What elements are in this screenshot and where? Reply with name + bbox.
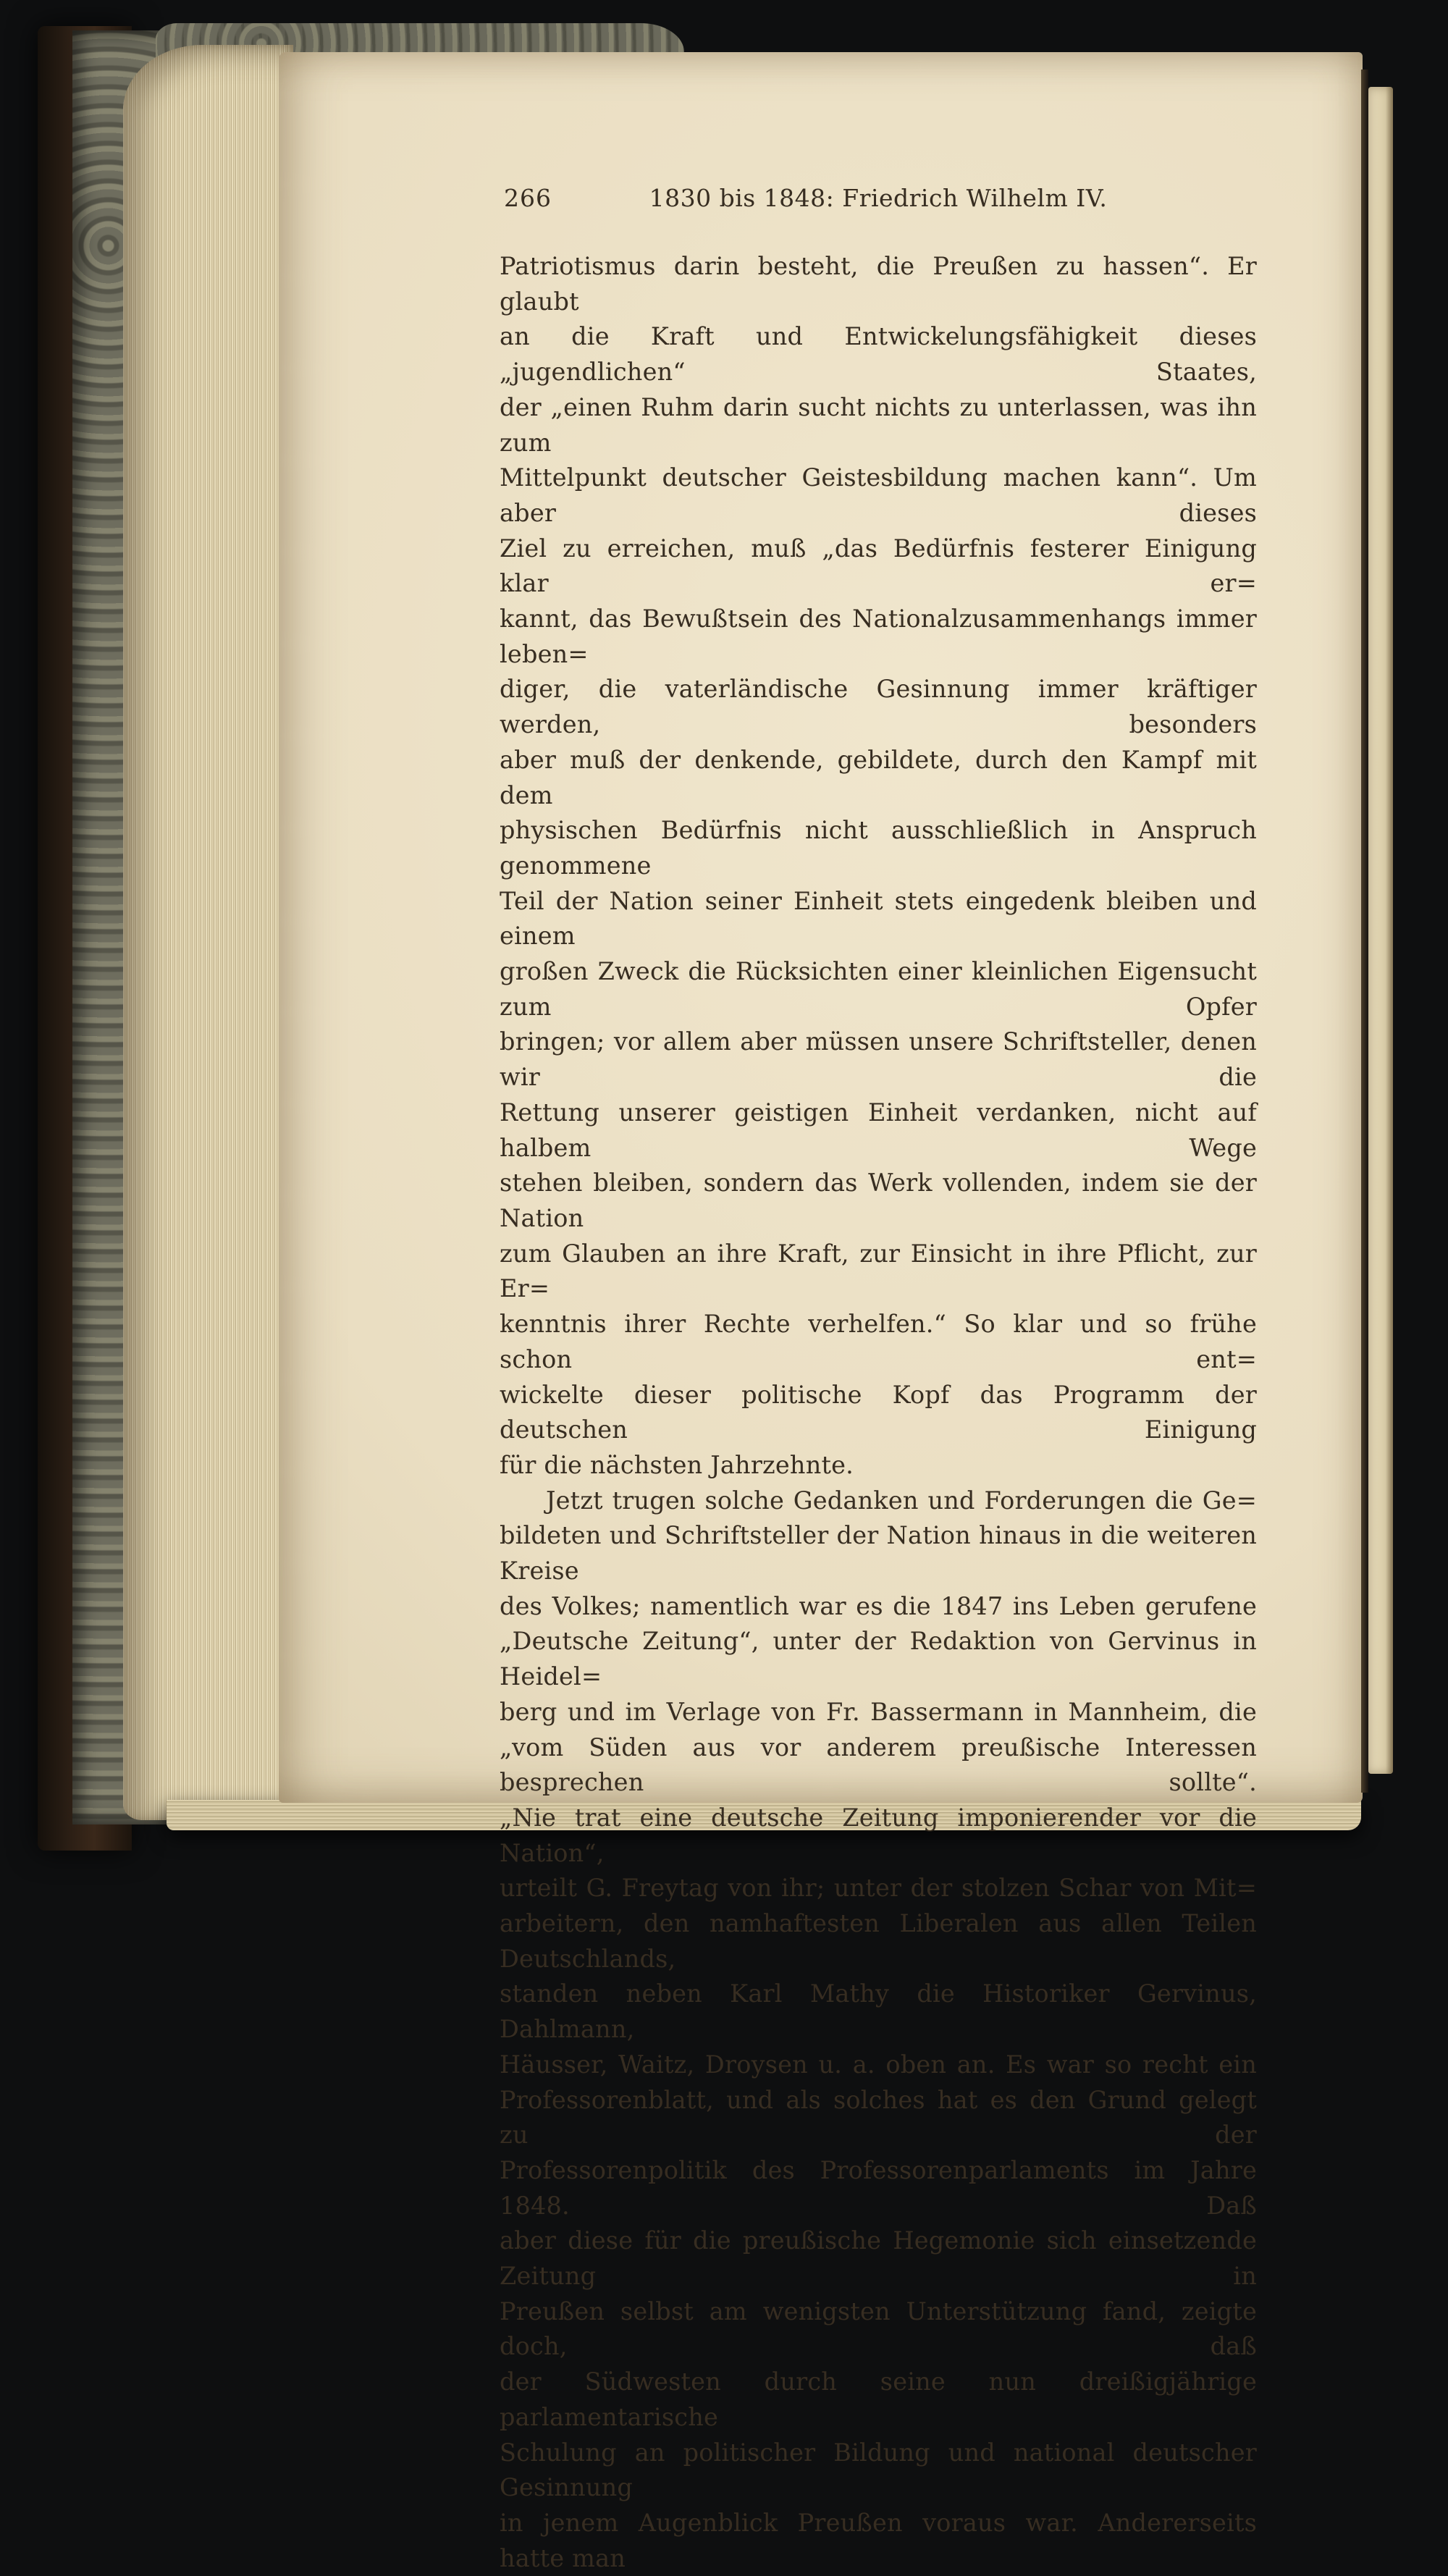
text-line: zum Glauben an ihre Kraft, zur Einsicht in ihre Pflicht, zur Er= [500, 1239, 1257, 1303]
text-line: bildeten und Schriftsteller der Nation hinaus in die weiteren Kreise [500, 1521, 1257, 1586]
text-line: in jenem Augenblick Preußen voraus war. Andererseits hatte man [500, 2509, 1257, 2572]
text-line: Preußen selbst am wenigsten Unterstützung fand, zeigte doch, daß [500, 2297, 1257, 2361]
text-line: der Südwesten durch seine nun dreißigjährige parlamentarische [500, 2367, 1257, 2431]
text-line: Schulung an politischer Bildung und national deutscher Gesinnung [500, 2438, 1257, 2502]
text-line: Mittelpunkt deutscher Geistesbildung machen kann“. Um aber dieses [500, 463, 1257, 527]
text-line: berg und im Verlage von Fr. Bassermann in Mannheim, die [500, 1697, 1257, 1726]
page-header: 1830 bis 1848: Friedrich Wilhelm IV. [649, 184, 1108, 212]
fanned-page-edges [123, 45, 293, 1820]
text-line: Häusser, Waitz, Droysen u. a. oben an. Es war so recht ein [500, 2050, 1257, 2079]
paragraph [500, 249, 1257, 1483]
text-line: physischen Bedürfnis nicht ausschließlich in Anspruch genommene [500, 816, 1257, 880]
text-line: aber diese für die preußische Hegemonie sich einsetzende Zeitung in [500, 2226, 1257, 2291]
text-line: bringen; vor allem aber müssen unsere Schriftsteller, denen wir die [500, 1027, 1257, 1092]
text-line: Rettung unserer geistigen Einheit verdanken, nicht auf halbem Wege [500, 1098, 1257, 1162]
text-line: an die Kraft und Entwickelungsfähigkeit dieses „jugendlichen“ Staates, [500, 322, 1257, 387]
page-number: 266 [504, 184, 552, 212]
gutter-shadow [1361, 70, 1368, 1793]
paragraph [500, 1483, 1257, 2576]
text-line: „vom Süden aus vor anderem preußische Interessen besprechen sollte“. [500, 1733, 1257, 1797]
text-line: wickelte dieser politische Kopf das Programm der deutschen Einigung [500, 1380, 1257, 1444]
text-line: großen Zweck die Rücksichten einer kleinlichen Eigensucht zum Opfer [500, 957, 1257, 1021]
text-line: kenntnis ihrer Rechte verhelfen.“ So klar und so frühe schon ent= [500, 1310, 1257, 1373]
text-line: der „einen Ruhm darin sucht nichts zu unterlassen, was ihn zum [500, 392, 1257, 457]
text-line: „Nie trat eine deutsche Zeitung imponierender vor die Nation“, [500, 1803, 1257, 1867]
running-head [500, 181, 1257, 216]
text-line: Professorenblatt, und als solches hat es den Grund gelegt zu der [500, 2085, 1257, 2150]
text-line: für die nächsten Jahrzehnte. [500, 1450, 854, 1479]
text-line: diger, die vaterländische Gesinnung immer kräftiger werden, besonders [500, 675, 1257, 739]
text-line: stehen bleiben, sondern das Werk vollenden, indem sie der Nation [500, 1169, 1257, 1232]
next-page-edge [1368, 87, 1393, 1774]
book-page [279, 52, 1363, 2572]
text-line: Patriotismus darin besteht, die Preußen zu hassen“. Er glaubt [500, 252, 1257, 316]
text-line: arbeitern, den namhaftesten Liberalen aus allen Teilen Deutschlands, [500, 1909, 1257, 1973]
text-line: Ziel zu erreichen, muß „das Bedürfnis festerer Einigung klar er= [500, 534, 1257, 598]
text-line: Professorenpolitik des Professorenparlaments im Jahre 1848. Daß [500, 2155, 1257, 2220]
text-line: standen neben Karl Mathy die Historiker Gervinus, Dahlmann, [500, 1979, 1257, 2044]
paragraphs-container [500, 249, 1257, 2576]
text-line: „Deutsche Zeitung“, unter der Redaktion von Gervinus in Heidel= [500, 1627, 1257, 1691]
text-line: aber muß der denkende, gebildete, durch den Kampf mit dem [500, 745, 1257, 809]
text-line: kannt, das Bewußtsein des Nationalzusammenhangs immer leben= [500, 605, 1257, 668]
text-line: des Volkes; namentlich war es die 1847 ins Leben gerufene [500, 1591, 1257, 1620]
text-block [500, 181, 1257, 2576]
text-line: Teil der Nation seiner Einheit stets eingedenk bleiben und einem [500, 886, 1257, 951]
text-line: urteilt G. Freytag von ihr; unter der stolzen Schar von Mit= [500, 1874, 1257, 1903]
text-line: Jetzt trugen solche Gedanken und Forderungen die Ge= [546, 1486, 1257, 1515]
